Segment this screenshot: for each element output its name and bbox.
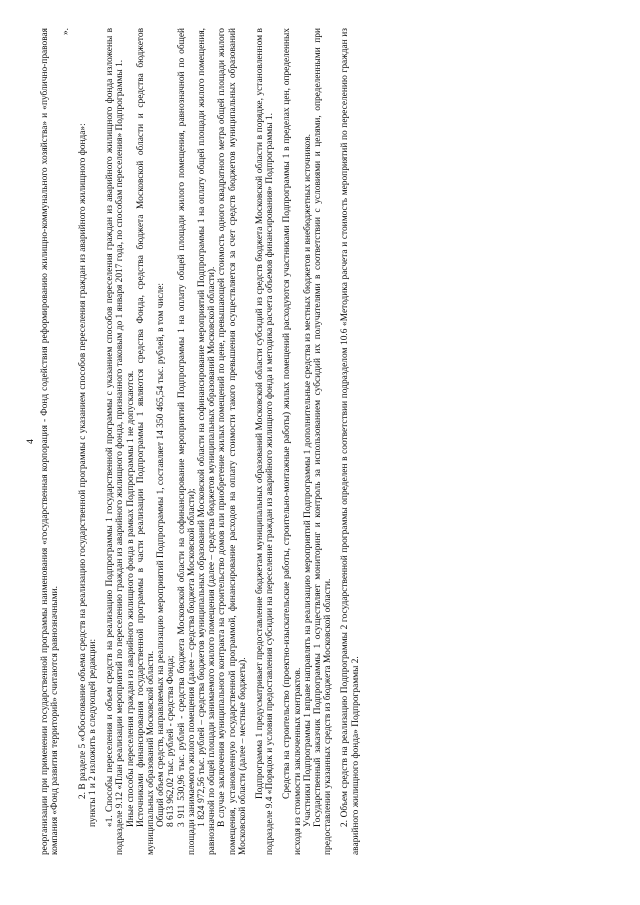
paragraph-subsidies: Подпрограмма 1 предусматривает предоставление бюджетам муниципальных образований Московской области субсидий из средств бюджета Московской области в порядке, установленном в подразделе 9.4 «Порядок и условия предоставления субсидии на переселение граждан из аварийного жилищного фонда и методика расчета объемов финансирования» Подпрограммы 1. xyxy=(255,28,276,855)
spacer xyxy=(248,28,255,855)
paragraph-monitoring: Государственный заказчик Подпрограммы 1 осуществляет мониторинг и контроль за использованием субсидий их получателями в соответствии с условиями и целями, определенными при предоставлении указанных средств из бюджета Московской области. xyxy=(313,28,334,855)
paragraph-point1: «1. Способы переселения и объем средств на реализацию Подпрограммы 1 государственной программы с указанием способов переселения граждан из аварийного жилищного фонда изложены в подразделе 9.12 «План реализации мероприятий по переселению граждан из аварийного жилищного фонда, признанного таковым до 1 января 2017 года, по способам переселения» Подпрограммы 1. xyxy=(105,28,126,855)
paragraph-contract-excess: В случае заключения муниципального контракта на строительство домов или приобретение жилых помещений по цене, превышающей стоимость одного квадратного метра общей площади жилого помещения, установленную государственной программой, финансирование расходов на оплату стоимости такого превышения осуществляется за счет средств бюджетов муниципальных образований Московской области (далее – местные бюджеты). xyxy=(217,28,248,855)
paragraph-section5-heading: 2. В разделе 5 «Обоснование объема средств на реализацию государственной программы с указанием способов переселения граждан из аварийного жилищного фонда»: xyxy=(77,123,88,799)
spacer xyxy=(71,28,78,855)
paragraph-point2: 2. Объем средств на реализацию Подпрограммы 2 государственной программы определен в соответствии подразделом 10.6 «Методика расчета и стоимость мероприятий по переселению граждан из аварийного жилищного фонда» Подпрограммы 2. xyxy=(340,28,361,855)
paragraph-reorganization-note: реорганизации при применении государственной программы наименования «государственная корпорация - Фонд содействия реформированию жилищно-коммунального хозяйства» и «публично-правовая компания «Фонд развития территорий» считаются равнозначными. xyxy=(40,28,61,855)
quote-close: ». xyxy=(60,28,71,36)
paragraph-points-intro: пункты 1 и 2 изложить в следующей редакции: xyxy=(88,638,99,827)
page-number: 4 xyxy=(26,439,36,444)
paragraph-region-budget: 3 911 530,96 тыс. рублей - средства бюджета Московской области на софинансирование мероприятий Подпрограммы 1 на оплату общей площади жилого помещения, равнозначной по общей площади занимаемого жилого помещения (далее – средства бюджета Московской области); xyxy=(176,28,197,855)
paragraph-additional-funds: Участники Подпрограммы 1 вправе направлять на реализацию мероприятий Подпрограммы 1 дополнительные средства из местных бюджетов и внебюджетных источников. xyxy=(302,133,313,827)
paragraph-municipal-budget: 1 824 972,56 тыс. рублей – средства бюджетов муниципальных образований Московской области на софинансирование мероприятий Подпрограммы 1 на оплату общей площади жилого помещения, равнозначной по общей площади занимаемого жилого помещения (далее – средства бюджетов муниципальных образований Московской области). xyxy=(197,28,218,855)
paragraph-total-volume: Общий объем средств, направляемых на реализацию мероприятий Подпрограммы 1, составляет 14 350 465,54 тыс. рублей, в том числе: xyxy=(156,283,167,827)
paragraph-construction-funds: Средства на строительство (проектно-изыскательские работы, строительно-монтажные работы) жилых помещений расходуются участниками Подпрограммы 1 в пределах цен, определенных исходя из стоимости заключенных контрактов. xyxy=(282,28,303,855)
paragraph-funding-sources: Источниками финансирования государственной программы в части реализации Подпрограммы 1 являются средства Фонда, средства бюджета Московской области и средства бюджетов муниципальных образований Московской области. xyxy=(135,28,157,855)
paragraph-other-methods: Иные способы переселения граждан из аварийного жилищного фонда в рамках Подпрограммы 1 не допускаются. xyxy=(125,370,136,827)
paragraph-fund-amount: 8 613 962,02 тыс. рублей - средства Фонда; xyxy=(166,655,177,827)
